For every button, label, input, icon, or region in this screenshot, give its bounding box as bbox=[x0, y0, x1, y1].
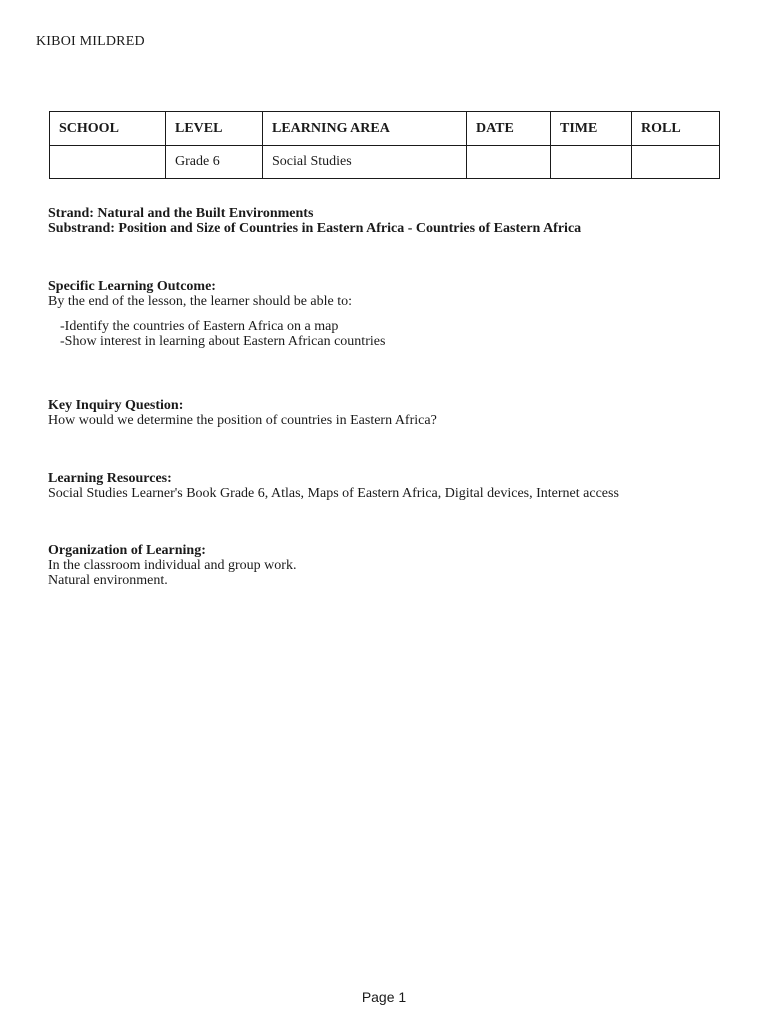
page-number: Page 1 bbox=[361, 989, 407, 1005]
resources-section bbox=[48, 471, 619, 501]
cell-learning-area: Social Studies bbox=[263, 146, 467, 179]
header-date: DATE bbox=[467, 112, 551, 146]
author-name: KIBOI MILDRED bbox=[36, 34, 145, 49]
outcome-item: -Identify the countries of Eastern Africa on a map bbox=[60, 319, 339, 334]
table-header-row bbox=[50, 112, 720, 146]
cell-date bbox=[467, 146, 551, 179]
substrand-text: Substrand: Position and Size of Countries in Eastern Africa - Countries of Eastern Africa bbox=[48, 221, 582, 236]
resources-heading: Learning Resources: bbox=[48, 471, 172, 486]
header-school: SCHOOL bbox=[50, 112, 166, 146]
organization-line: Natural environment. bbox=[48, 573, 168, 588]
outcome-intro: By the end of the lesson, the learner should be able to: bbox=[48, 294, 353, 309]
cell-time bbox=[551, 146, 632, 179]
resources-text: Social Studies Learner's Book Grade 6, Atlas, Maps of Eastern Africa, Digital devices, Internet access bbox=[48, 486, 619, 501]
strand-text: Strand: Natural and the Built Environments bbox=[48, 206, 314, 221]
table-row bbox=[50, 146, 720, 179]
inquiry-heading: Key Inquiry Question: bbox=[48, 398, 184, 413]
outcome-section bbox=[48, 279, 385, 349]
header-time: TIME bbox=[551, 112, 632, 146]
organization-line: In the classroom individual and group work. bbox=[48, 558, 297, 573]
cell-roll bbox=[632, 146, 720, 179]
header-learning-area: LEARNING AREA bbox=[263, 112, 467, 146]
strand-section bbox=[48, 206, 581, 236]
cell-level: Grade 6 bbox=[166, 146, 263, 179]
inquiry-text: How would we determine the position of countries in Eastern Africa? bbox=[48, 413, 437, 428]
organization-section bbox=[48, 543, 296, 588]
inquiry-section bbox=[48, 398, 437, 428]
cell-school bbox=[50, 146, 166, 179]
organization-heading: Organization of Learning: bbox=[48, 543, 206, 558]
header-roll: ROLL bbox=[632, 112, 720, 146]
outcome-item: -Show interest in learning about Eastern African countries bbox=[60, 334, 386, 349]
lesson-info-table bbox=[49, 111, 720, 179]
outcome-heading: Specific Learning Outcome: bbox=[48, 279, 216, 294]
header-level: LEVEL bbox=[166, 112, 263, 146]
